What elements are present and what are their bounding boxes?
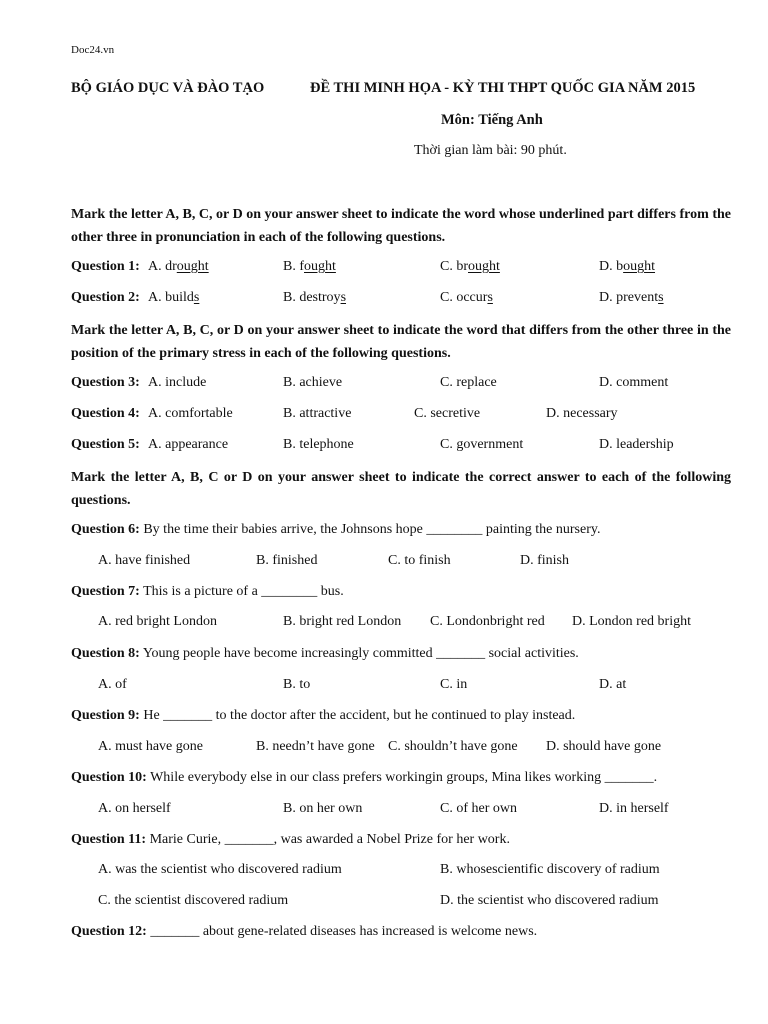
option-c: C. occurs — [440, 290, 493, 305]
option-d: D. the scientist who discovered radium — [440, 893, 659, 908]
option-b: B. fought — [283, 259, 336, 274]
question-text: Marie Curie, _______, was awarded a Nobel Prize for her work. — [149, 832, 510, 847]
option-b: B. achieve — [283, 375, 343, 390]
option-c: C. government — [440, 437, 524, 452]
option-a: A. on herself — [98, 801, 171, 816]
question-3 — [71, 375, 731, 395]
question-12-stem — [71, 924, 537, 944]
question-1 — [71, 259, 731, 279]
question-label: Question 4: — [71, 406, 140, 421]
option-d: D. in herself — [599, 801, 669, 816]
option-a: A. appearance — [148, 437, 229, 452]
question-label: Question 6: — [71, 522, 140, 537]
option-a: A. include — [148, 375, 207, 390]
question-8-stem — [71, 646, 579, 666]
question-4 — [71, 406, 731, 426]
option-a: A. builds — [148, 290, 200, 305]
option-d: D. finish — [520, 553, 569, 568]
option-b: B. telephone — [283, 437, 354, 452]
option-a: A. must have gone — [98, 739, 203, 754]
option-c: C. shouldn’t have gone — [388, 739, 518, 754]
exam-subject: Môn: Tiếng Anh — [441, 112, 543, 128]
question-label: Question 5: — [71, 437, 140, 452]
option-b: B. on her own — [283, 801, 363, 816]
question-11-options-row1 — [71, 862, 731, 882]
option-c: C. in — [440, 677, 468, 692]
question-label: Question 11: — [71, 832, 147, 847]
ministry-name: BỘ GIÁO DỤC VÀ ĐÀO TẠO — [71, 80, 265, 96]
question-text: _______ about gene-related diseases has increased is welcome news. — [150, 924, 538, 939]
instruction-pronunciation: Mark the letter A, B, C, or D on your answer sheet to indicate the word whose underlined part differs from the other three in pronunciation in each of the following questions. — [71, 207, 731, 245]
question-7-options — [71, 614, 731, 634]
option-b: B. finished — [256, 553, 318, 568]
instruction-stress: Mark the letter A, B, C, or D on your answer sheet to indicate the word that differs from the other three in the position of the primary stress in each of the following questions. — [71, 323, 731, 361]
question-text: He _______ to the doctor after the accident, but he continued to play instead. — [143, 708, 576, 723]
question-2 — [71, 290, 731, 310]
question-text: By the time their babies arrive, the Johnsons hope ________ painting the nursery. — [143, 522, 601, 537]
option-a: A. of — [98, 677, 127, 692]
option-b: B. attractive — [283, 406, 352, 421]
question-10-options — [71, 801, 731, 821]
question-7-stem — [71, 584, 344, 604]
exam-title: ĐỀ THI MINH HỌA - KỲ THI THPT QUỐC GIA NĂM 2015 — [310, 80, 696, 96]
option-c: C. of her own — [440, 801, 517, 816]
option-c: C. the scientist discovered radium — [98, 893, 289, 908]
option-c: C. replace — [440, 375, 497, 390]
question-label: Question 12: — [71, 924, 147, 939]
exam-time: Thời gian làm bài: 90 phút. — [414, 143, 567, 158]
option-b: B. to — [283, 677, 311, 692]
question-label: Question 9: — [71, 708, 140, 723]
option-b: B. bright red London — [283, 614, 402, 629]
question-text: While everybody else in our class prefers workingin groups, Mina likes working _______. — [150, 770, 658, 785]
question-8-options — [71, 677, 731, 697]
option-a: A. comfortable — [148, 406, 233, 421]
question-label: Question 3: — [71, 375, 140, 390]
option-d: D. at — [599, 677, 627, 692]
option-c: C. to finish — [388, 553, 451, 568]
question-label: Question 10: — [71, 770, 147, 785]
option-a: A. red bright London — [98, 614, 217, 629]
question-label: Question 7: — [71, 584, 140, 599]
option-d: D. leadership — [599, 437, 674, 452]
question-11-stem — [71, 832, 510, 852]
question-label: Question 1: — [71, 259, 140, 274]
option-b: B. needn’t have gone — [256, 739, 375, 754]
option-c: C. brought — [440, 259, 500, 274]
question-text: Young people have become increasingly committed _______ social activities. — [142, 646, 579, 661]
question-9-options — [71, 739, 731, 759]
question-9-stem — [71, 708, 575, 728]
option-a: A. have finished — [98, 553, 191, 568]
option-a: A. drought — [148, 259, 209, 274]
instruction-correct-answer: Mark the letter A, B, C or D on your answer sheet to indicate the correct answer to each of the following questions. — [71, 470, 731, 508]
option-d: D. comment — [599, 375, 669, 390]
option-c: C. secretive — [414, 406, 481, 421]
site-watermark: Doc24.vn — [71, 44, 115, 56]
option-d: D. London red bright — [572, 614, 691, 629]
question-11-options-row2 — [71, 893, 731, 913]
option-a: A. was the scientist who discovered radium — [98, 862, 342, 877]
option-c: C. Londonbright red — [430, 614, 545, 629]
question-5 — [71, 437, 731, 457]
question-label: Question 2: — [71, 290, 140, 305]
option-d: D. should have gone — [546, 739, 662, 754]
question-label: Question 8: — [71, 646, 140, 661]
question-6-options — [71, 553, 731, 573]
option-b: B. whosescientific discovery of radium — [440, 862, 660, 877]
question-6-stem — [71, 522, 600, 542]
option-d: D. necessary — [546, 406, 618, 421]
option-d: D. bought — [599, 259, 656, 274]
option-d: D. prevents — [599, 290, 664, 305]
option-b: B. destroys — [283, 290, 347, 305]
question-text: This is a picture of a ________ bus. — [143, 584, 344, 599]
question-10-stem — [71, 770, 657, 790]
